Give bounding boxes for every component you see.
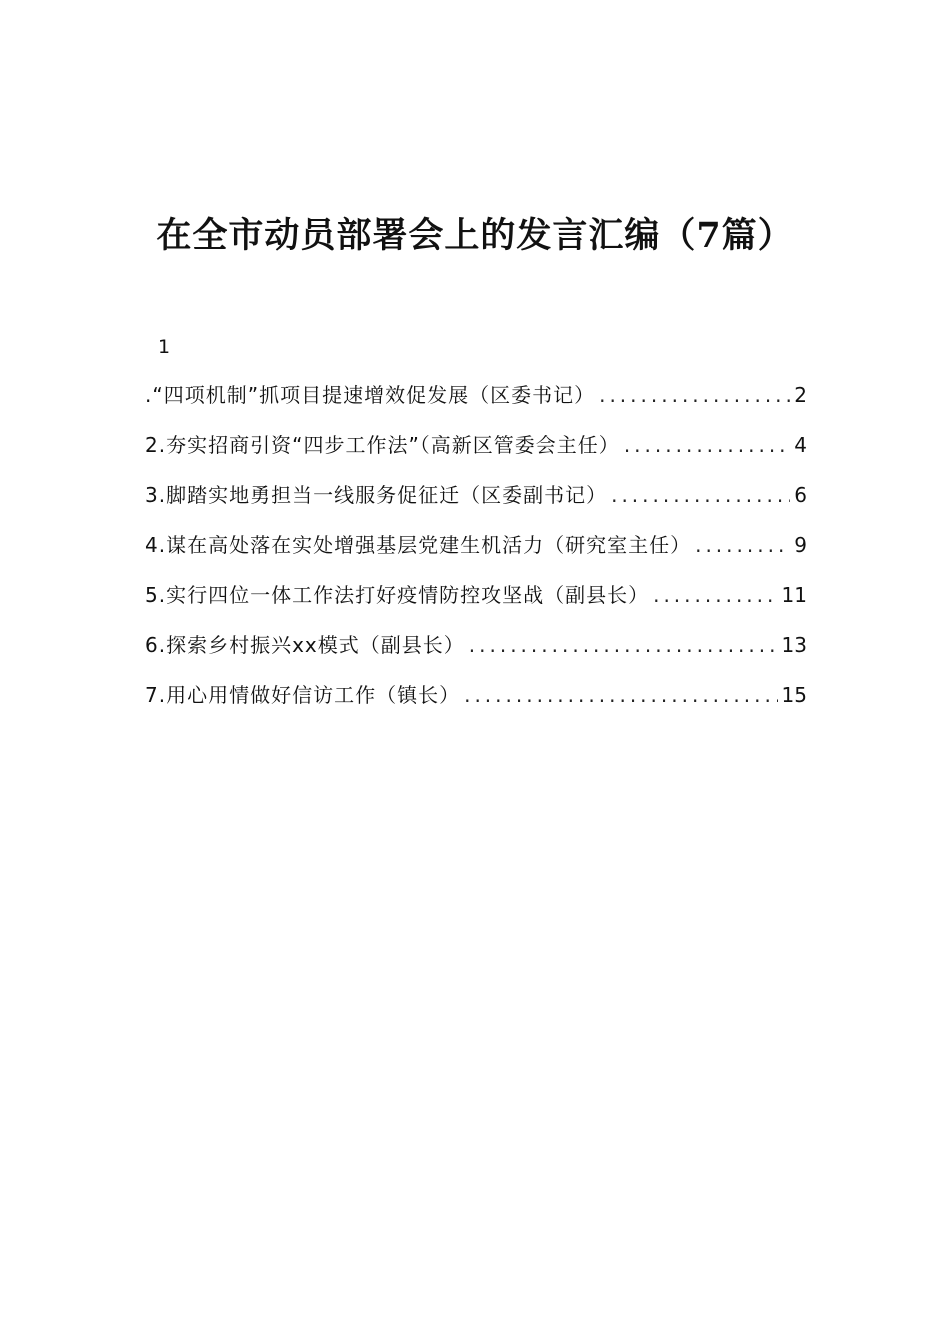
toc-entry[interactable] bbox=[145, 580, 807, 630]
toc-entry-title: 6.探索乡村振兴xx模式（副县长） bbox=[145, 633, 465, 657]
toc-leader-dots bbox=[469, 630, 778, 660]
toc-entry-title: 5.实行四位一体工作法打好疫情防控攻坚战（副县长） bbox=[145, 583, 650, 607]
toc-entry[interactable] bbox=[145, 630, 807, 680]
toc-heading-number: 1 bbox=[158, 336, 171, 358]
toc-entry-page: 6 bbox=[794, 483, 807, 507]
document-title: 在全市动员部署会上的发言汇编（7篇） bbox=[156, 215, 794, 256]
toc-entry-page: 15 bbox=[781, 683, 807, 707]
toc-leader-dots bbox=[599, 380, 790, 410]
toc-entry-page: 11 bbox=[781, 583, 807, 607]
toc-entry[interactable] bbox=[145, 680, 807, 730]
toc-entry-page: 9 bbox=[794, 533, 807, 557]
toc-entry[interactable] bbox=[145, 480, 807, 530]
toc-entry[interactable] bbox=[145, 380, 807, 430]
toc-entry[interactable] bbox=[145, 530, 807, 580]
toc-entry-page: 2 bbox=[794, 383, 807, 407]
toc-leader-dots bbox=[624, 430, 790, 460]
toc-entry-title: 3.脚踏实地勇担当一线服务促征迁（区委副书记） bbox=[145, 483, 608, 507]
toc-leader-dots bbox=[695, 530, 790, 560]
toc-leader-dots bbox=[464, 680, 777, 710]
toc-leader-dots bbox=[653, 580, 777, 610]
table-of-contents bbox=[145, 380, 807, 730]
toc-entry-title: .“四项机制”抓项目提速增效促发展（区委书记） bbox=[145, 383, 596, 407]
toc-entry-title: 7.用心用情做好信访工作（镇长） bbox=[145, 683, 461, 707]
toc-entry[interactable] bbox=[145, 430, 807, 480]
toc-leader-dots bbox=[611, 480, 790, 510]
toc-entry-title: 2.夯实招商引资“四步工作法”（高新区管委会主任） bbox=[145, 433, 620, 457]
toc-entry-title: 4.谋在高处落在实处增强基层党建生机活力（研究室主任） bbox=[145, 533, 692, 557]
toc-entry-page: 13 bbox=[781, 633, 807, 657]
toc-entry-page: 4 bbox=[794, 433, 807, 457]
